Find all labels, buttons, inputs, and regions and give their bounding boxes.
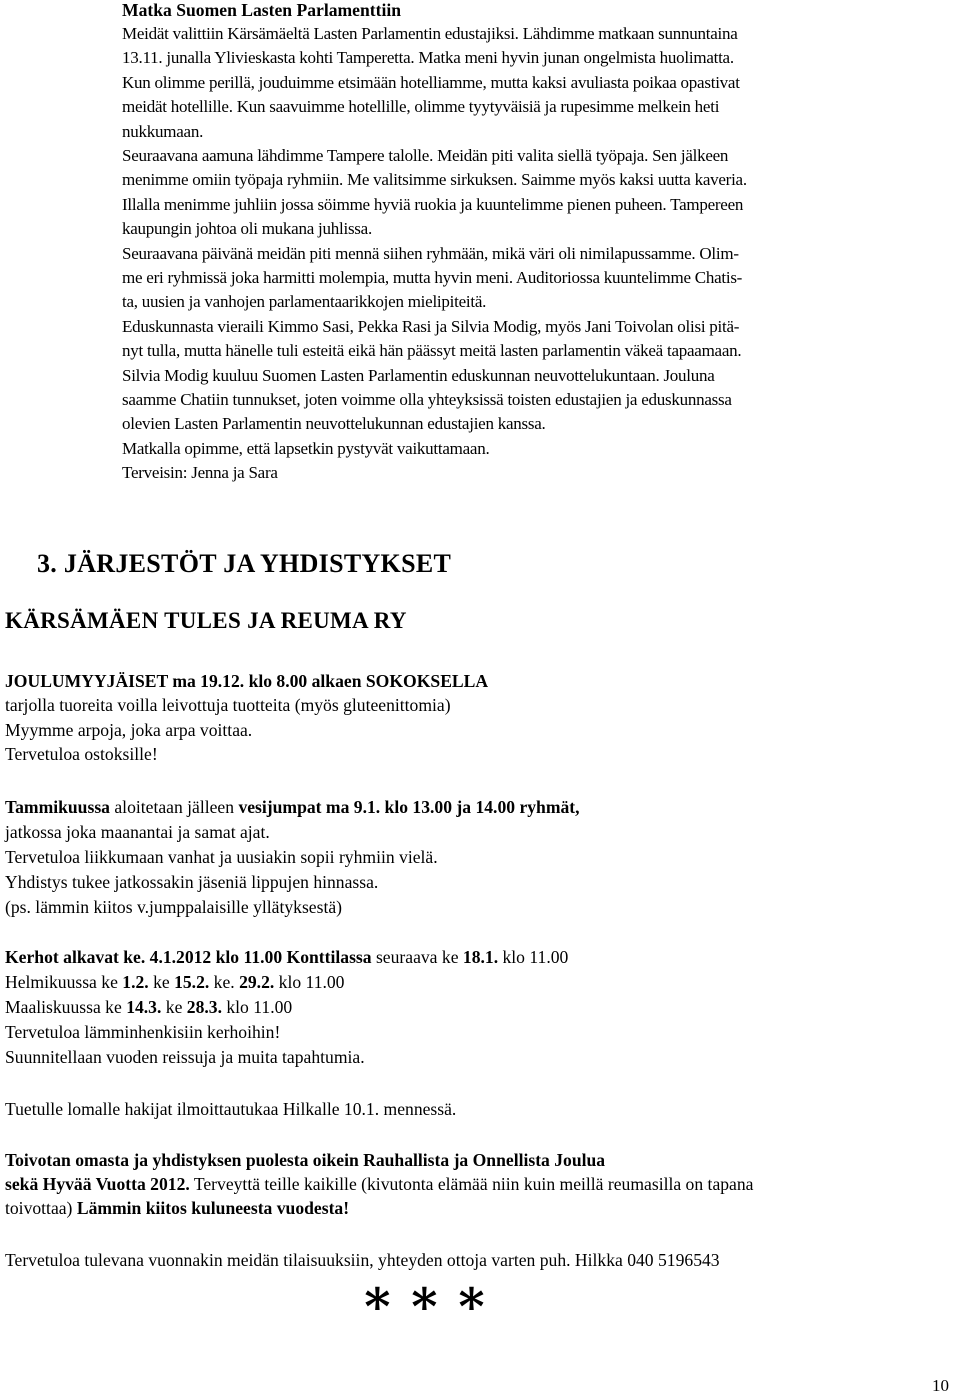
text-run: 18.1. (462, 947, 499, 967)
christmas-fair-line: Myymme arpoja, joka arpa voittaa. (5, 719, 253, 740)
text-run: klo 11.00 (274, 972, 345, 992)
text-run: klo 11.00 (498, 947, 569, 967)
christmas-fair-line: Tervetuloa ostoksille! (5, 744, 158, 764)
clubs-line: Suunnitellaan vuoden reissuja ja muita tapahtumia. (5, 1047, 365, 1067)
greeting-line-3 (5, 1196, 349, 1220)
article-line: Meidät valittiin Kärsämäeltä Lasten Parlamentin edustajiksi. Lähdimme matkaan sunnuntaina (122, 24, 738, 43)
text-run: klo 11.00 (221, 997, 293, 1017)
text-run: Kerhot alkavat ke. 4.1.2012 klo 11.00 Konttilassa (5, 947, 372, 967)
text-run: Maaliskuussa ke (5, 997, 127, 1017)
text-run: ke (148, 972, 175, 992)
contact-line: Tervetuloa tulevana vuonnakin meidän tilaisuuksiin, yhteyden ottoja varten puh. Hilkka 040 5196543 (5, 1250, 720, 1270)
article-line: Illalla menimme juhliin jossa söimme hyviä ruokia ja kuuntelimme pienen puheen. Tampereen (122, 194, 744, 214)
water-gym-line: Yhdistys tukee jatkossakin jäseniä lippujen hinnassa. (5, 872, 379, 892)
text-run: seuraava ke (371, 947, 463, 967)
article-line: meidät hotellille. Kun saavuimme hotellille, olimme tyytyväisiä ja rupesimme melkein heti (122, 97, 720, 117)
text-run: ke (161, 997, 187, 1017)
article-line: Seuraavana aamuna lähdimme Tampere talolle. Meidän piti valita siellä työpaja. Sen jälkeen (122, 146, 729, 165)
text-run: 14.3. (126, 997, 162, 1017)
water-gym-line: (ps. lämmin kiitos v.jumppalaisille yllätyksestä) (5, 897, 343, 917)
water-gym-intro (5, 795, 580, 819)
text-run: Tammikuussa (5, 797, 110, 817)
clubs-march-line (5, 995, 292, 1019)
christmas-fair-title: JOULUMYYJÄISET ma 19.12. klo 8.00 alkaen SOKOKSELLA (5, 671, 489, 691)
christmas-fair-line: tarjolla tuoreita voilla leivottuja tuotteita (myös gluteenittomia) (5, 695, 451, 715)
vacation-notice: Tuetulle lomalle hakijat ilmoittautukaa Hilkalle 10.1. mennessä. (5, 1099, 457, 1119)
article-line: menimme omiin työpaja ryhmiin. Me valitsimme sirkuksen. Saimme myös kaksi uutta kaveria. (122, 170, 747, 190)
article-line: Eduskunnasta vieraili Kimmo Sasi, Pekka Rasi ja Silvia Modig, myös Jani Toivolan olisi pitä- (122, 316, 740, 336)
article-line: Terveisin: Jenna ja Sara (122, 463, 278, 483)
article-line: nyt tulla, mutta hänelle tuli esteitä eikä hän päässyt meitä lasten parlamentin väkeä tapaamaan. (122, 341, 742, 361)
text-run: ke. (209, 972, 240, 992)
text-run: Terveyttä teille kaikille (kivutonta elämää niin kuin meillä reumasilla on tapana (189, 1174, 754, 1194)
greeting-line-1: Toivotan omasta ja yhdistyksen puolesta oikein Rauhallista ja Onnellista Joulua (5, 1150, 606, 1170)
text-run: vesijumpat ma 9.1. klo 13.00 ja 14.00 ryhmät, (238, 797, 580, 817)
text-run: toivottaa) (5, 1198, 77, 1218)
article-line: olevien Lasten Parlamentin neuvottelukunnan edustajien kanssa. (122, 414, 546, 434)
text-run: 29.2. (239, 972, 275, 992)
article-line: nukkumaan. (122, 121, 204, 141)
article-line: Kun olimme perillä, jouduimme etsimään hotelliamme, mutta kaksi avuliasta poikaa opastivat (122, 72, 740, 92)
article-line: 13.11. junalla Ylivieskasta kohti Tamperetta. Matka meni hyvin junan ongelmista huolimatta. (122, 48, 734, 68)
org-heading: KÄRSÄMÄEN TULES JA REUMA RY (5, 608, 407, 633)
article-line: ta, uusien ja vanhojen parlamentaarikkojen mielipiteitä. (122, 292, 487, 312)
article-line: kaupungin johtoa oli mukana juhlissa. (122, 219, 372, 239)
greeting-line-2 (5, 1172, 753, 1196)
clubs-start-line (5, 945, 568, 969)
text-run: sekä Hyvää Vuotta 2012. (5, 1174, 190, 1194)
asterisk-divider: ∗ ∗ ∗ (360, 1269, 489, 1325)
article-title: Matka Suomen Lasten Parlamenttiin (122, 0, 402, 20)
text-run: Lämmin kiitos kuluneesta vuodesta! (76, 1198, 350, 1218)
text-run: Helmikuussa ke (5, 972, 123, 992)
article-line: saamme Chatiin tunnukset, joten voimme olla yhteyksissä toisten edustajien ja eduskunnassa (122, 390, 732, 409)
article-line: Silvia Modig kuuluu Suomen Lasten Parlamentin eduskunnan neuvottelukuntaan. Jouluna (122, 365, 715, 385)
water-gym-line: jatkossa joka maanantai ja samat ajat. (5, 822, 270, 842)
clubs-line: Tervetuloa lämminhenkisiin kerhoihin! (5, 1022, 281, 1042)
section-heading: 3. JÄRJESTÖT JA YHDISTYKSET (37, 549, 452, 578)
text-run: aloitetaan jälleen (109, 797, 239, 817)
text-run: 1.2. (122, 972, 149, 992)
water-gym-line: Tervetuloa liikkumaan vanhat ja uusiakin sopii ryhmiin vielä. (5, 847, 438, 867)
clubs-february-line (5, 970, 344, 994)
page-number: 10 (932, 1376, 949, 1395)
article-line: Seuraavana päivänä meidän piti mennä siihen ryhmään, mikä väri oli nimilapussamme. Olim- (122, 243, 739, 263)
text-run: 28.3. (186, 997, 222, 1017)
text-run: 15.2. (174, 972, 210, 992)
article-line: me eri ryhmissä joka harmitti molempia, mutta hyvin meni. Auditoriossa kuuntelimme Chatis- (122, 268, 743, 287)
article-line: Matkalla opimme, että lapsetkin pystyvät vaikuttamaan. (122, 438, 490, 458)
